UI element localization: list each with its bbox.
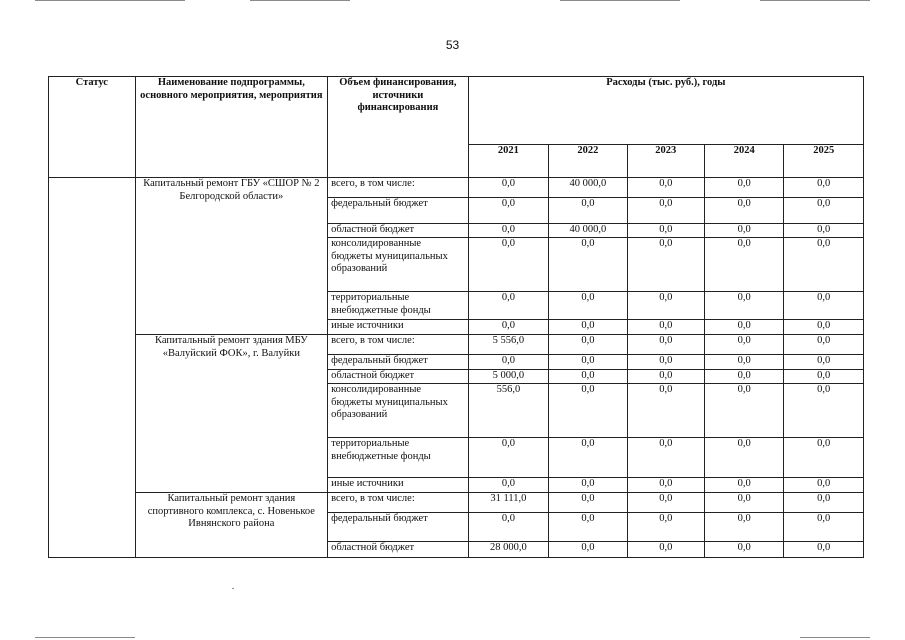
amount-cell: 0,0	[627, 478, 704, 493]
funding-source: иные источники	[328, 478, 469, 493]
amount-cell: 0,0	[549, 542, 627, 558]
amount-cell: 0,0	[627, 370, 704, 384]
amount-cell: 0,0	[627, 438, 704, 478]
amount-cell: 0,0	[784, 493, 864, 513]
funding-source: федеральный бюджет	[328, 198, 469, 224]
header-expenses: Расходы (тыс. руб.), годы	[468, 77, 863, 145]
scan-artifact-top-3	[560, 0, 680, 1]
measure-name: Капитальный ремонт ГБУ «СШОР № 2 Белгородской области»	[135, 178, 328, 335]
funding-source: всего, в том числе:	[328, 178, 469, 198]
amount-cell: 0,0	[468, 198, 548, 224]
amount-cell: 0,0	[784, 542, 864, 558]
amount-cell: 0,0	[784, 370, 864, 384]
amount-cell: 0,0	[784, 178, 864, 198]
measure-name: Капитальный ремонт здания спортивного комплекса, с. Новенькое Ивнянского района	[135, 493, 328, 558]
amount-cell: 0,0	[627, 335, 704, 355]
amount-cell: 5 556,0	[468, 335, 548, 355]
amount-cell: 0,0	[784, 320, 864, 335]
status-cell	[49, 178, 136, 558]
amount-cell: 40 000,0	[549, 178, 627, 198]
amount-cell: 0,0	[549, 292, 627, 320]
table-row	[49, 178, 864, 198]
funding-source: территориальные внебюджетные фонды	[328, 292, 469, 320]
amount-cell: 0,0	[705, 513, 784, 542]
amount-cell: 0,0	[784, 478, 864, 493]
amount-cell: 0,0	[468, 238, 548, 292]
amount-cell: 0,0	[549, 198, 627, 224]
amount-cell: 0,0	[705, 320, 784, 335]
table-row	[49, 335, 864, 355]
amount-cell: 0,0	[627, 292, 704, 320]
funding-source: федеральный бюджет	[328, 355, 469, 370]
amount-cell: 0,0	[468, 292, 548, 320]
amount-cell: 0,0	[468, 478, 548, 493]
amount-cell: 0,0	[784, 335, 864, 355]
amount-cell: 0,0	[784, 292, 864, 320]
amount-cell: 0,0	[705, 370, 784, 384]
header-year: 2024	[705, 145, 784, 178]
header-year: 2025	[784, 145, 864, 178]
amount-cell: 0,0	[468, 224, 548, 238]
amount-cell: 0,0	[784, 384, 864, 438]
financing-table	[48, 76, 864, 558]
amount-cell: 40 000,0	[549, 224, 627, 238]
header-name: Наименование подпрограммы, основного мероприятия, мероприятия	[135, 77, 328, 178]
amount-cell: 0,0	[705, 178, 784, 198]
header-year: 2021	[468, 145, 548, 178]
amount-cell: 0,0	[627, 542, 704, 558]
amount-cell: 0,0	[627, 320, 704, 335]
scan-artifact-top-2	[250, 0, 350, 1]
scan-artifact-dot	[232, 588, 234, 589]
amount-cell: 0,0	[627, 178, 704, 198]
amount-cell: 0,0	[627, 224, 704, 238]
funding-source: федеральный бюджет	[328, 513, 469, 542]
amount-cell: 0,0	[468, 438, 548, 478]
amount-cell: 0,0	[705, 292, 784, 320]
scan-artifact-bottom-2	[800, 637, 870, 638]
amount-cell: 0,0	[784, 198, 864, 224]
header-year: 2022	[549, 145, 627, 178]
amount-cell: 5 000,0	[468, 370, 548, 384]
amount-cell: 0,0	[784, 438, 864, 478]
amount-cell: 0,0	[627, 198, 704, 224]
header-volume: Объем финансирования, источники финансирования	[328, 77, 469, 178]
table-body	[49, 178, 864, 558]
amount-cell: 0,0	[784, 224, 864, 238]
amount-cell: 0,0	[705, 384, 784, 438]
header-status: Статус	[49, 77, 136, 178]
amount-cell: 0,0	[784, 513, 864, 542]
amount-cell: 0,0	[549, 238, 627, 292]
amount-cell: 28 000,0	[468, 542, 548, 558]
amount-cell: 0,0	[705, 478, 784, 493]
amount-cell: 0,0	[784, 238, 864, 292]
amount-cell: 0,0	[784, 355, 864, 370]
table-row	[49, 493, 864, 513]
amount-cell: 0,0	[627, 513, 704, 542]
amount-cell: 0,0	[549, 370, 627, 384]
amount-cell: 0,0	[549, 438, 627, 478]
amount-cell: 0,0	[627, 384, 704, 438]
amount-cell: 0,0	[549, 478, 627, 493]
scan-artifact-top-1	[35, 0, 185, 1]
amount-cell: 0,0	[705, 238, 784, 292]
page-number: 53	[445, 38, 460, 52]
amount-cell: 0,0	[468, 355, 548, 370]
amount-cell: 0,0	[549, 513, 627, 542]
funding-source: областной бюджет	[328, 542, 469, 558]
amount-cell: 0,0	[627, 493, 704, 513]
amount-cell: 0,0	[705, 224, 784, 238]
header-year: 2023	[627, 145, 704, 178]
measure-name: Капитальный ремонт здания МБУ «Валуйский ФОК», г. Валуйки	[135, 335, 328, 493]
amount-cell: 0,0	[627, 355, 704, 370]
amount-cell: 0,0	[549, 384, 627, 438]
amount-cell: 0,0	[549, 355, 627, 370]
funding-source: консолидированные бюджеты муниципальных образований	[328, 384, 469, 438]
amount-cell: 0,0	[705, 355, 784, 370]
amount-cell: 0,0	[705, 335, 784, 355]
amount-cell: 0,0	[705, 438, 784, 478]
amount-cell: 0,0	[705, 542, 784, 558]
funding-source: иные источники	[328, 320, 469, 335]
funding-source: консолидированные бюджеты муниципальных образований	[328, 238, 469, 292]
amount-cell: 0,0	[468, 320, 548, 335]
funding-source: областной бюджет	[328, 224, 469, 238]
scan-artifact-top-4	[760, 0, 870, 1]
amount-cell: 0,0	[705, 493, 784, 513]
amount-cell: 31 111,0	[468, 493, 548, 513]
amount-cell: 556,0	[468, 384, 548, 438]
amount-cell: 0,0	[627, 238, 704, 292]
funding-source: территориальные внебюджетные фонды	[328, 438, 469, 478]
scan-artifact-bottom-1	[35, 637, 135, 638]
funding-source: всего, в том числе:	[328, 335, 469, 355]
amount-cell: 0,0	[549, 335, 627, 355]
amount-cell: 0,0	[468, 178, 548, 198]
amount-cell: 0,0	[549, 320, 627, 335]
amount-cell: 0,0	[468, 513, 548, 542]
amount-cell: 0,0	[705, 198, 784, 224]
funding-source: областной бюджет	[328, 370, 469, 384]
funding-source: всего, в том числе:	[328, 493, 469, 513]
amount-cell: 0,0	[549, 493, 627, 513]
